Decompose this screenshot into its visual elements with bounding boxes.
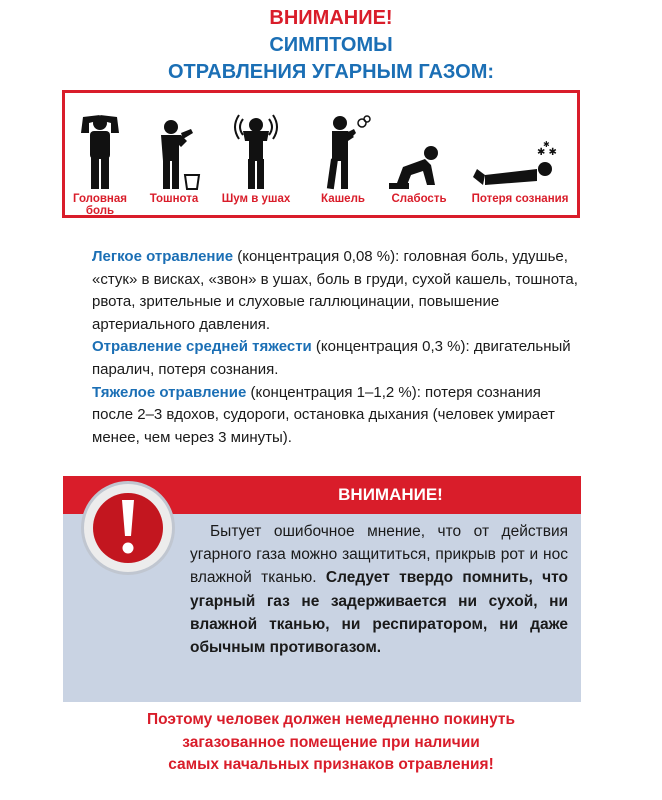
svg-text:✱: ✱ [543,140,550,149]
degree-title: Отравление средней тяжести [92,338,312,356]
footer-note [0,709,662,777]
symptom-label: Кашель [321,193,365,205]
symptom-label: Потеря сознания [471,193,569,205]
degree-title: Тяжелое отравление [92,383,247,401]
exclamation-icon [78,478,178,578]
warning-title: ВНИМАНИЕ! [338,485,443,504]
warning-text [190,520,568,659]
page-title: ВНИМАНИЕ! [269,7,393,29]
degree-title: Легкое отравление [92,248,234,265]
page-subtitle: СИМПТОМЫ [269,34,393,56]
ear-noise-icon [215,111,297,191]
degree-text: (концентрация 0,3 %): двигательный паралич, потеря сознания. [92,338,571,378]
footer-line: загазованное помещение при наличии [182,733,480,751]
page-subtitle-2: ОТРАВЛЕНИЯ УГАРНЫМ ГАЗОМ: [167,61,495,83]
nausea-icon [141,111,207,191]
symptom-label: Слабость [391,193,447,205]
symptom-cough [310,93,376,215]
symptom-label: Шум в ушах [221,193,291,205]
unconscious-icon [463,111,577,191]
warning-text-bold: Следует твердо помнить, что угарный газ не задерживается ни сухой, ни влажной тканью, ни респиратором, ни даже обычным противогазом. [190,569,569,657]
weakness-icon [383,111,455,191]
degree-mild [92,246,584,336]
degree-severe [92,382,584,450]
cough-icon [310,111,376,191]
headache-icon [67,111,133,191]
symptom-headache [67,93,133,215]
symptom-label: Головная боль [73,193,127,217]
warning-text-normal: Бытует ошибочное мнение, что от действия угарного газа можно защититься, прикрыв рот и нос влажной тканью. [190,523,568,587]
footer-line: Поэтому человек должен немедленно покинуть [146,711,516,728]
svg-text:✱ ✱: ✱ ✱ [537,147,557,158]
poisoning-degrees [92,246,584,449]
footer-line: самых начальных признаков отравления! [168,756,494,773]
symptom-weakness [383,93,455,215]
symptom-label: Тошнота [149,193,199,205]
symptoms-box [62,90,580,218]
degree-medium [92,336,584,381]
symptom-unconscious [463,93,577,215]
degree-text: (концентрация 1–1,2 %): потеря сознания после 2–3 вдохов, судороги, остановка дыхания (человек умирает менее, чем через 3 минуты). [92,383,555,446]
symptom-ear-noise [215,93,297,215]
symptom-nausea [141,93,207,215]
degree-text: (концентрация 0,08 %): головная боль, удушье, «стук» в висках, «звон» в ушах, боль в груди, сухой кашель, тошнота, рвота, зрительные и слуховые галлюцинации, повышение артериального давления. [92,248,578,333]
